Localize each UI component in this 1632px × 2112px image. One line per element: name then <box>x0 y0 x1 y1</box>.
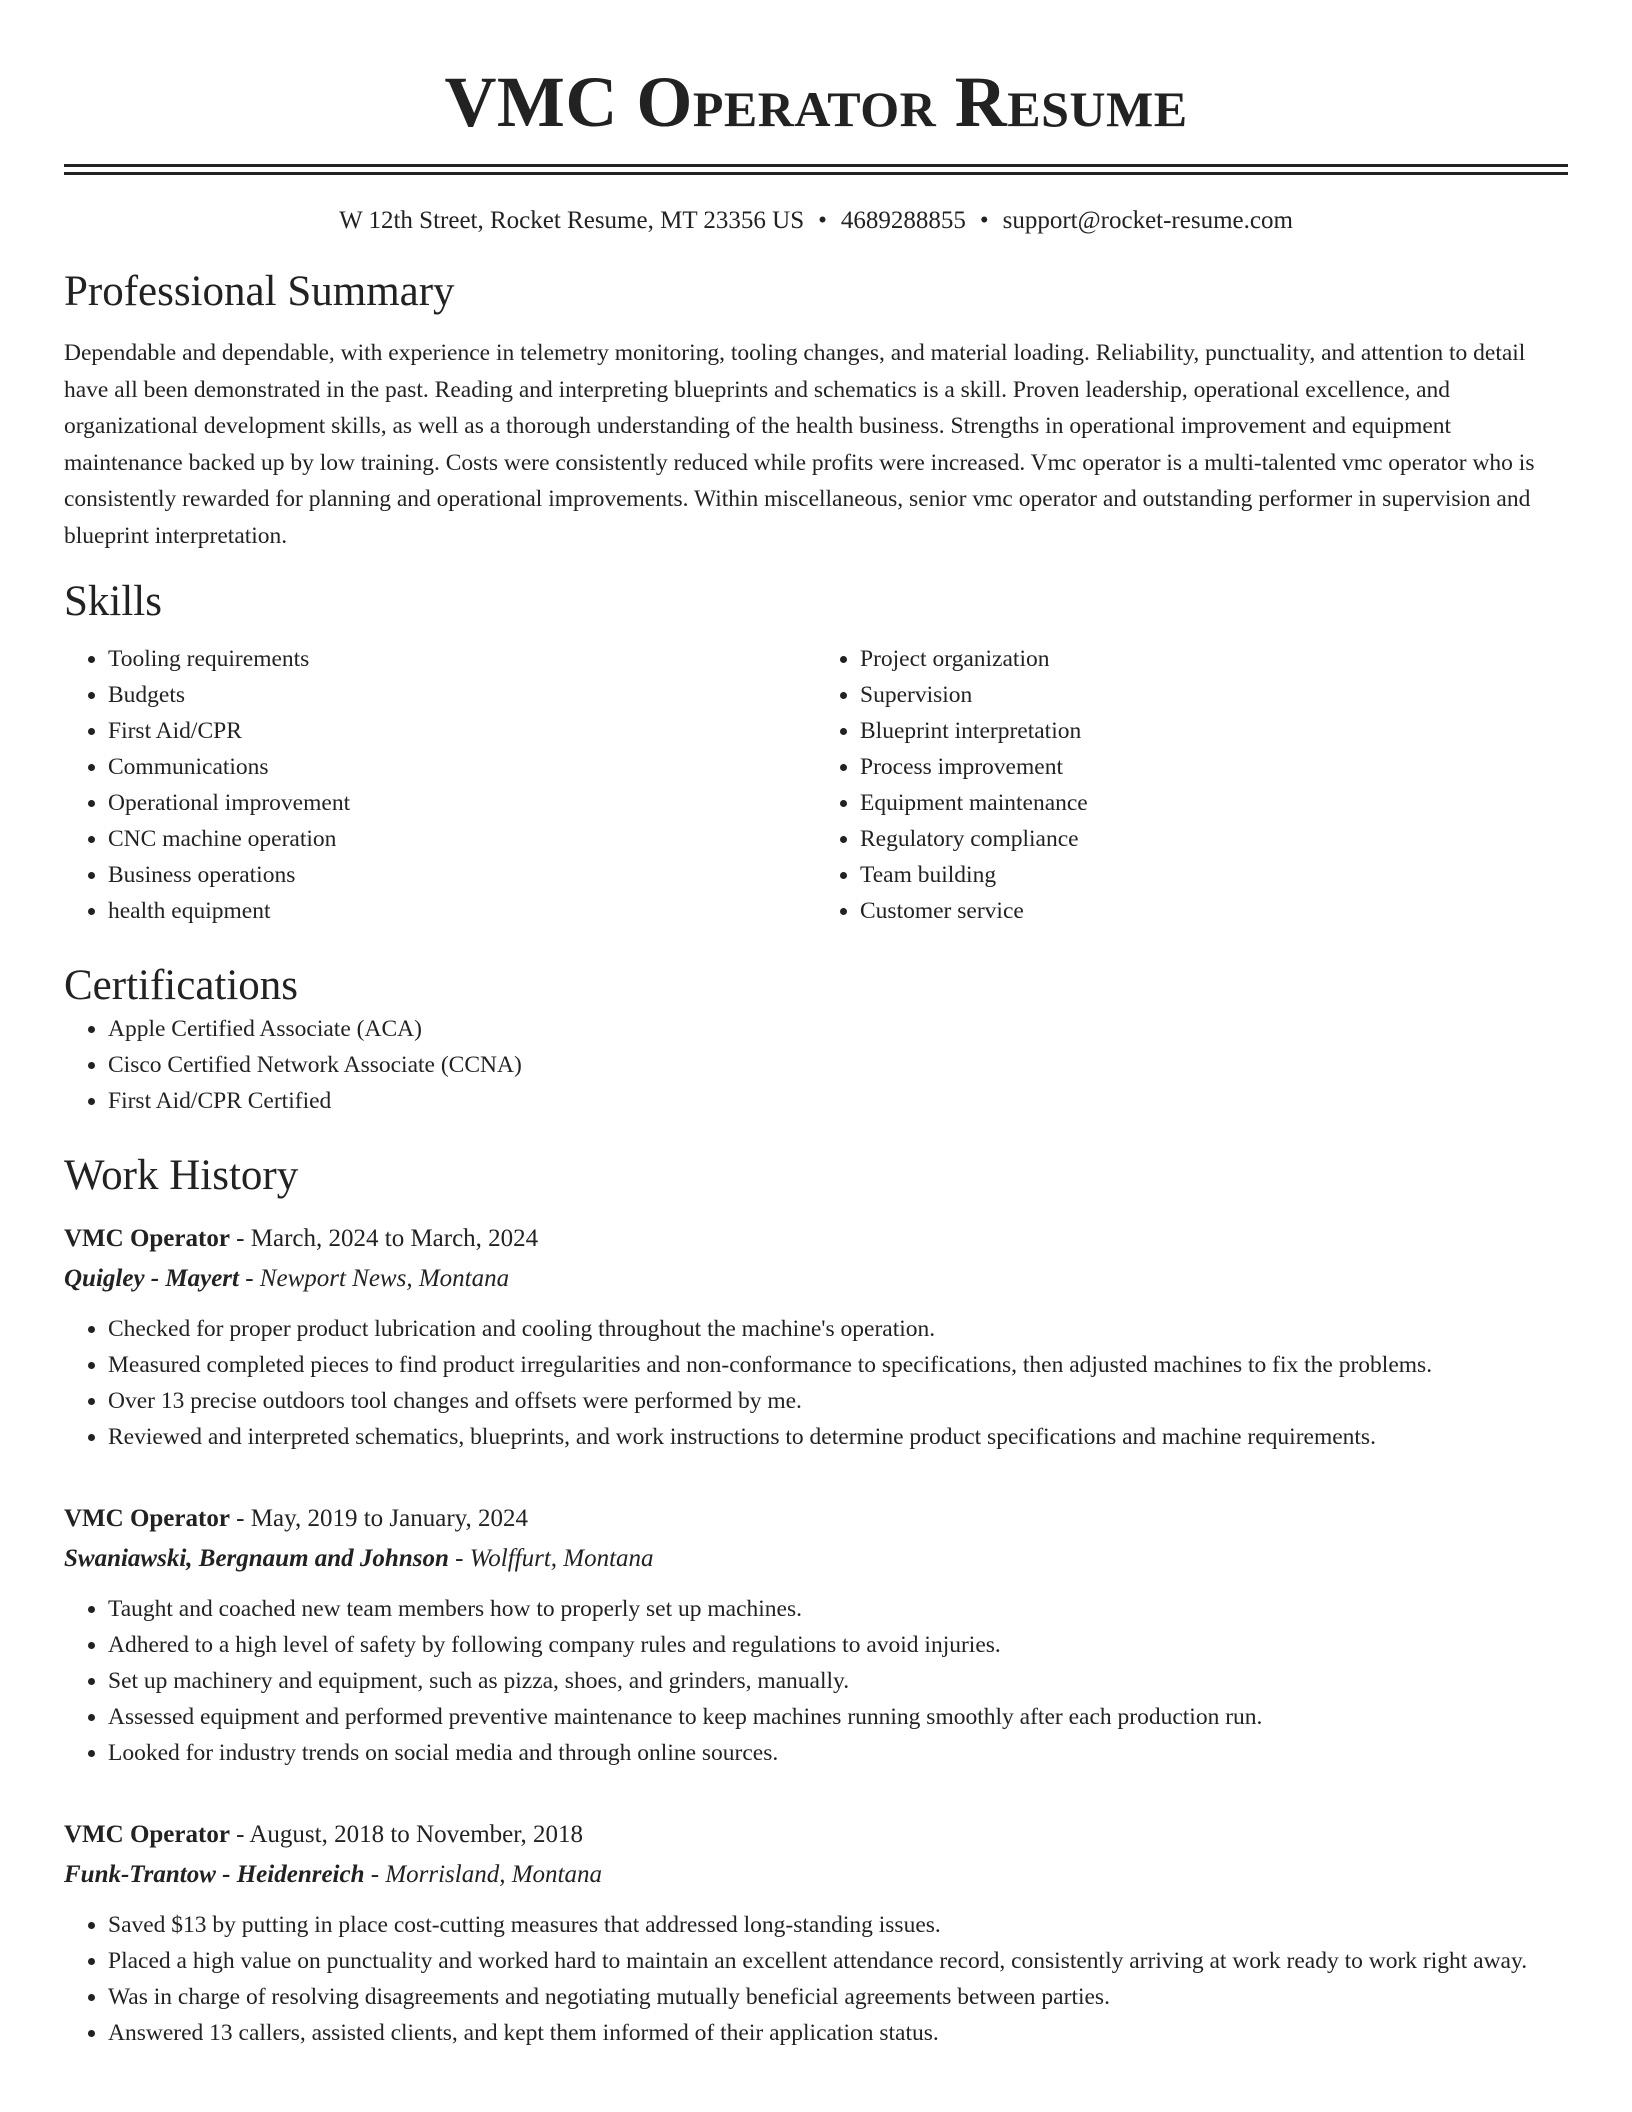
job-entry <box>64 1501 1568 1771</box>
resume-title: VMC Operator Resume <box>444 62 1188 142</box>
skill-item: • Equipment maintenance <box>860 785 1568 821</box>
skill-item: • Regulatory compliance <box>860 821 1568 857</box>
skill-item: • Project organization <box>860 641 1568 677</box>
skill-item: • CNC machine operation <box>108 821 816 857</box>
job-bullet: • Assessed equipment and performed preventive maintenance to keep machines running smoothly after each production run. <box>108 1699 1568 1735</box>
job-title: VMC Operator <box>64 1225 230 1252</box>
title-divider <box>64 164 1568 175</box>
certification-item: • Cisco Certified Network Associate (CCNA) <box>108 1047 1568 1083</box>
job-dates: - August, 2018 to November, 2018 <box>229 1821 584 1848</box>
job-bullet: • Taught and coached new team members how to properly set up machines. <box>108 1591 1568 1627</box>
contact-address: W 12th Street, Rocket Resume, MT 23356 US <box>339 207 805 234</box>
job-location: - Wolffurt, Montana <box>448 1545 654 1572</box>
skill-item: • Customer service <box>860 893 1568 929</box>
job-bullet: • Was in charge of resolving disagreements and negotiating mutually beneficial agreements between parties. <box>108 1979 1568 2015</box>
job-bullet: • Adhered to a high level of safety by following company rules and regulations to avoid injuries. <box>108 1627 1568 1663</box>
skill-item: • Communications <box>108 749 816 785</box>
skills-list-left <box>64 641 816 929</box>
job-bullets <box>64 1907 1568 2051</box>
job-location: - Morrisland, Montana <box>364 1861 602 1888</box>
job-bullet: • Reviewed and interpreted schematics, blueprints, and work instructions to determine product specifications and machine requirements. <box>108 1419 1568 1455</box>
job-title: VMC Operator <box>64 1505 230 1532</box>
certifications-list <box>64 1011 1568 1119</box>
job-company: Quigley - Mayert <box>64 1265 239 1292</box>
job-bullets <box>64 1591 1568 1771</box>
skill-item: • Supervision <box>860 677 1568 713</box>
skills-heading: Skills <box>64 578 162 625</box>
job-entry <box>64 1817 1568 2051</box>
job-bullets <box>64 1311 1568 1455</box>
job-bullet: • Saved $13 by putting in place cost-cutting measures that addressed long-standing issues. <box>108 1907 1568 1943</box>
certification-item: • First Aid/CPR Certified <box>108 1083 1568 1119</box>
summary-text: Dependable and dependable, with experience in telemetry monitoring, tooling changes, and material loading. Reliability, punctuality, and attention to detail have all been demonstrated in the past. Reading and interpreting blueprints and schematics is a skill. Proven leadership, operational excellence, and organizational development skills, as well as a thorough understanding of the health business. Strengths in operational improvement and equipment maintenance backed up by low training. Costs were consistently reduced while profits were increased. Vmc operator is a multi-talented vmc operator who is consistently rewarded for planning and operational improvements. Within miscellaneous, senior vmc operator and outstanding performer in supervision and blueprint interpretation. <box>64 340 1535 549</box>
skill-item: • Blueprint interpretation <box>860 713 1568 749</box>
job-bullet: • Checked for proper product lubrication and cooling throughout the machine's operation. <box>108 1311 1568 1347</box>
job-bullet: • Answered 13 callers, assisted clients, and kept them informed of their application status. <box>108 2015 1568 2051</box>
contact-email: support@rocket-resume.com <box>1002 207 1293 234</box>
job-employer <box>64 1857 1568 1893</box>
work-history-heading: Work History <box>64 1152 299 1199</box>
job-location: - Newport News, Montana <box>238 1265 510 1292</box>
job-company: Swaniawski, Bergnaum and Johnson <box>64 1545 449 1572</box>
skill-item: • Operational improvement <box>108 785 816 821</box>
resume-page <box>64 0 1568 2051</box>
job-employer <box>64 1261 1568 1297</box>
skill-item: • First Aid/CPR <box>108 713 816 749</box>
summary-heading: Professional Summary <box>64 268 455 315</box>
skill-item: • Budgets <box>108 677 816 713</box>
contact-line <box>64 205 1568 237</box>
job-title: VMC Operator <box>64 1821 230 1848</box>
job-bullet: • Looked for industry trends on social media and through online sources. <box>108 1735 1568 1771</box>
job-bullet: • Measured completed pieces to find product irregularities and non-conformance to specifications, then adjusted machines to fix the problems. <box>108 1347 1568 1383</box>
contact-separator: • <box>818 207 827 234</box>
skill-item: • Team building <box>860 857 1568 893</box>
job-company: Funk-Trantow - Heidenreich <box>64 1861 365 1888</box>
job-header <box>64 1501 1568 1537</box>
job-entry <box>64 1221 1568 1455</box>
job-header <box>64 1817 1568 1853</box>
contact-phone: 4689288855 <box>840 207 966 234</box>
job-employer <box>64 1541 1568 1577</box>
skill-item: • health equipment <box>108 893 816 929</box>
job-header <box>64 1221 1568 1257</box>
job-bullet: • Over 13 precise outdoors tool changes and offsets were performed by me. <box>108 1383 1568 1419</box>
contact-separator: • <box>979 207 989 234</box>
certification-item: • Apple Certified Associate (ACA) <box>108 1011 1568 1047</box>
skills-list-right <box>816 641 1568 929</box>
skill-item: • Business operations <box>108 857 816 893</box>
job-bullet: • Placed a high value on punctuality and worked hard to maintain an excellent attendance record, consistently arriving at work ready to work right away. <box>108 1943 1568 1979</box>
skill-item: • Process improvement <box>860 749 1568 785</box>
certifications-heading: Certifications <box>64 962 299 1009</box>
job-bullet: • Set up machinery and equipment, such as pizza, shoes, and grinders, manually. <box>108 1663 1568 1699</box>
job-dates: - May, 2019 to January, 2024 <box>229 1505 529 1532</box>
job-dates: - March, 2024 to March, 2024 <box>229 1225 539 1252</box>
skill-item: • Tooling requirements <box>108 641 816 677</box>
skills-columns <box>64 641 1568 929</box>
